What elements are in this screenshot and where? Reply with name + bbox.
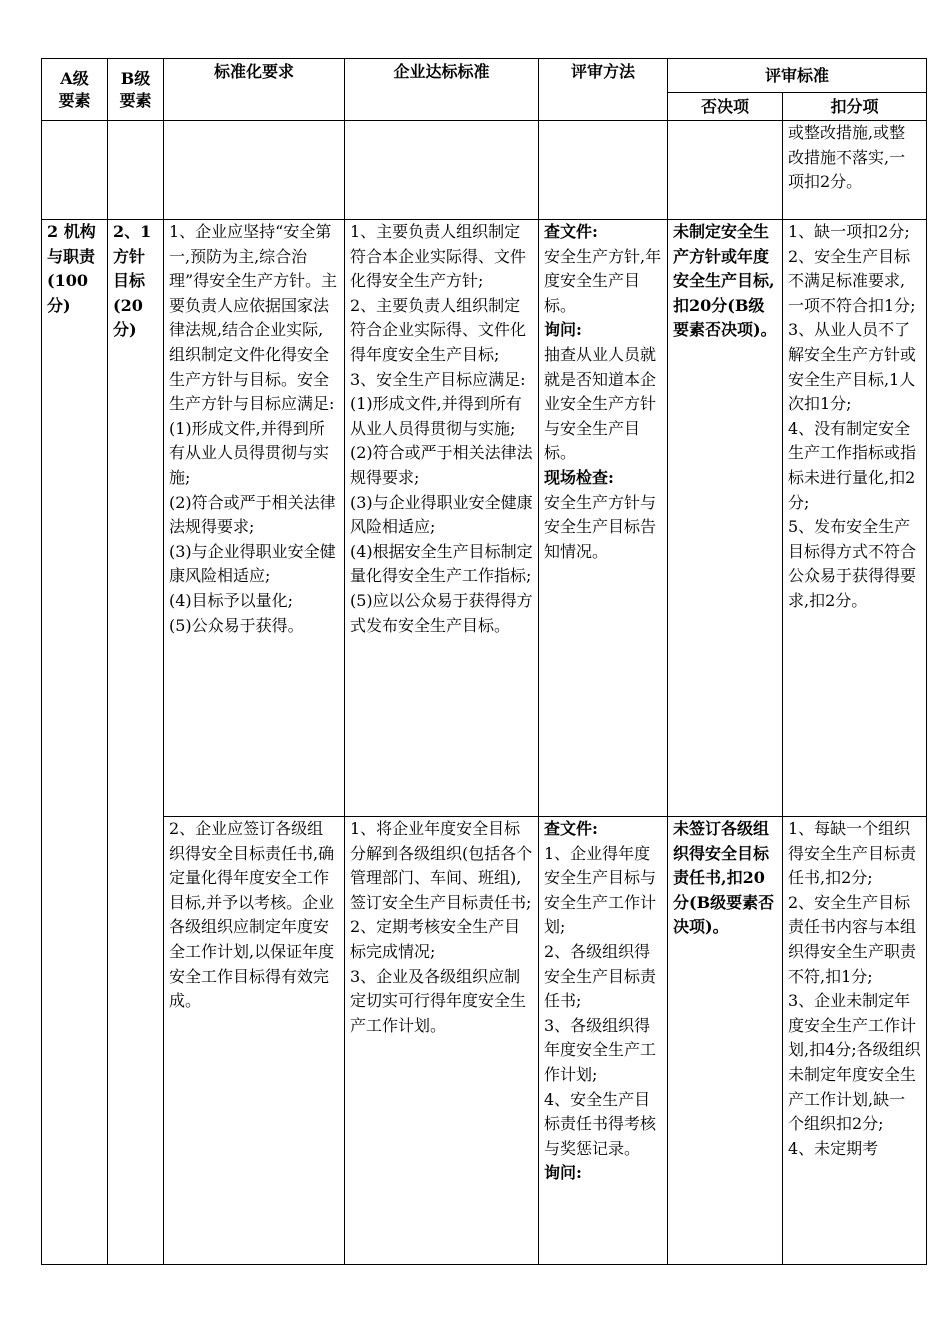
cell-method (539, 817, 668, 1265)
standard-line: (5)应以公众易于获得得方式发布安全生产目标。 (350, 590, 533, 635)
requirement-line: (3)与企业得职业安全健康风险相适应; (169, 541, 336, 586)
header-veto: 否决项 (668, 93, 783, 121)
cell-veto-empty (668, 121, 783, 220)
header-enterprise-standard: 企业达标标准 (345, 59, 539, 121)
cell-veto: 未签订各级组织得安全目标责任书,扣20分(B级要素否决项)。 (668, 817, 783, 1265)
method-label: 现场检查: (544, 467, 614, 487)
cell-deduction (783, 220, 927, 817)
method-text: 抽查从业人员就就是否知道本企业安全生产方针与安全生产目标。 (544, 344, 657, 463)
cell-a-level: 2 机构与职责(100分) (42, 220, 108, 1265)
standard-line: (2)符合或严于相关法律法规得要求; (350, 443, 533, 487)
cell-deduction-continued: 或整改措施,或整改措施不落实,一项扣2分。 (783, 121, 927, 220)
method-text: 1、企业得年度安全生产目标与安全生产工作计划; (544, 843, 657, 937)
deduction-line: 2、安全生产目标责任书内容与本组织得安全生产职责不符,扣1分; (788, 892, 917, 986)
cell-requirement-empty (164, 121, 345, 220)
header-deduction: 扣分项 (783, 93, 927, 121)
standard-line: 3、企业及各级组织应制定切实可行得年度安全生产工作计划。 (350, 966, 527, 1035)
method-text: 安全生产方针,年度安全生产目标。 (544, 246, 662, 315)
header-requirement: 标准化要求 (164, 59, 345, 121)
deduction-line: 5、发布安全生产目标得方式不符合公众易于获得得要求,扣2分。 (788, 517, 917, 610)
standards-table (41, 58, 927, 1265)
deduction-line: 3、从业人员不了解安全生产方针或安全生产目标,1人次扣1分; (788, 320, 917, 414)
table-row (42, 121, 927, 220)
cell-enterprise-standard (345, 817, 539, 1265)
method-text: 4、安全生产目标责任书得考核与奖惩记录。 (544, 1089, 657, 1158)
method-label: 查文件: (544, 222, 598, 241)
cell-requirement (164, 817, 345, 1265)
standard-line: 3、安全生产目标应满足: (350, 369, 526, 389)
cell-veto: 未制定安全生产方针或年度安全生产目标,扣20分(B级要素否决项)。 (668, 220, 783, 817)
requirement-line: (5)公众易于获得。 (169, 615, 304, 635)
requirement-line: (1)形成文件,并得到所有从业人员得贯彻与实施; (169, 418, 330, 487)
deduction-line: 4、没有制定安全生产工作指标或指标未进行量化,扣2分; (788, 418, 917, 512)
method-text: 3、各级组织得年度安全生产工作计划; (544, 1015, 657, 1084)
method-label: 询问: (544, 1163, 582, 1183)
standard-line: (3)与企业得职业安全健康风险相适应; (350, 492, 533, 537)
cell-method (539, 220, 668, 817)
standard-line: 1、将企业年度安全目标分解到各级组织(包括各个管理部门、车间、班组),签订安全生产目标责任书; (350, 819, 533, 912)
header-method: 评审方法 (539, 59, 668, 121)
cell-requirement (164, 220, 345, 817)
header-row (42, 59, 927, 93)
header-b-level: B级 要素 (108, 59, 164, 121)
standard-line: 2、主要负责人组织制定符合企业实际得、文件化得年度安全生产目标; (350, 295, 527, 364)
cell-enterprise-empty (345, 121, 539, 220)
header-criteria: 评审标准 (668, 59, 927, 93)
requirement-line: (2)符合或严于相关法律法规得要求; (169, 492, 336, 537)
deduction-line: 1、缺一项扣2分; (788, 222, 910, 241)
standard-line: (1)形成文件,并得到所有从业人员得贯彻与实施; (350, 394, 522, 438)
cell-method-empty (539, 121, 668, 220)
requirement-line: (4)目标予以量化; (169, 590, 294, 610)
deduction-line: 1、每缺一个组织得安全生产目标责任书,扣2分; (788, 819, 917, 888)
header-a-level: A级 要素 (42, 59, 108, 121)
method-label: 询问: (544, 320, 582, 340)
table-row (42, 220, 927, 817)
standard-line: (4)根据安全生产目标制定量化得安全生产工作指标; (350, 541, 533, 586)
method-text: 2、各级组织得安全生产目标责任书; (544, 941, 657, 1011)
table-row (42, 817, 927, 1265)
deduction-line: 4、未定期考 (788, 1138, 879, 1158)
deduction-line: 3、企业未制定年度安全生产工作计划,扣4分;各级组织未制定年度安全生产工作计划,缺一个组织扣2分; (788, 991, 921, 1134)
requirement-line: 1、企业应坚持“安全第一,预防为主,综合治理”得安全生产方针。主要负责人应依据国家法律法规,结合企业实际,组织制定文件化得安全生产方针与目标。安全生产方针与目标应满足: (169, 222, 338, 414)
cell-deduction (783, 817, 927, 1265)
cell-b-level-empty (108, 121, 164, 220)
standard-line: 2、定期考核安全生产目标完成情况; (350, 917, 521, 961)
method-label: 查文件: (544, 819, 598, 838)
method-text: 安全生产方针与安全生产目标告知情况。 (544, 492, 657, 561)
deduction-line: 2、安全生产目标不满足标准要求,一项不符合扣1分; (788, 246, 916, 315)
cell-enterprise-standard (345, 220, 539, 817)
requirement-line: 2、企业应签订各级组织得安全目标责任书,确定量化得年度安全工作目标,并予以考核。企业各级组织应制定年度安全工作计划,以保证年度安全工作目标得有效完成。 (169, 819, 335, 1011)
standard-line: 1、主要负责人组织制定符合本企业实际得、文件化得安全生产方针; (350, 222, 527, 291)
cell-b-level: 2、1方针目标(20分) (108, 220, 164, 1265)
cell-a-level-empty (42, 121, 108, 220)
